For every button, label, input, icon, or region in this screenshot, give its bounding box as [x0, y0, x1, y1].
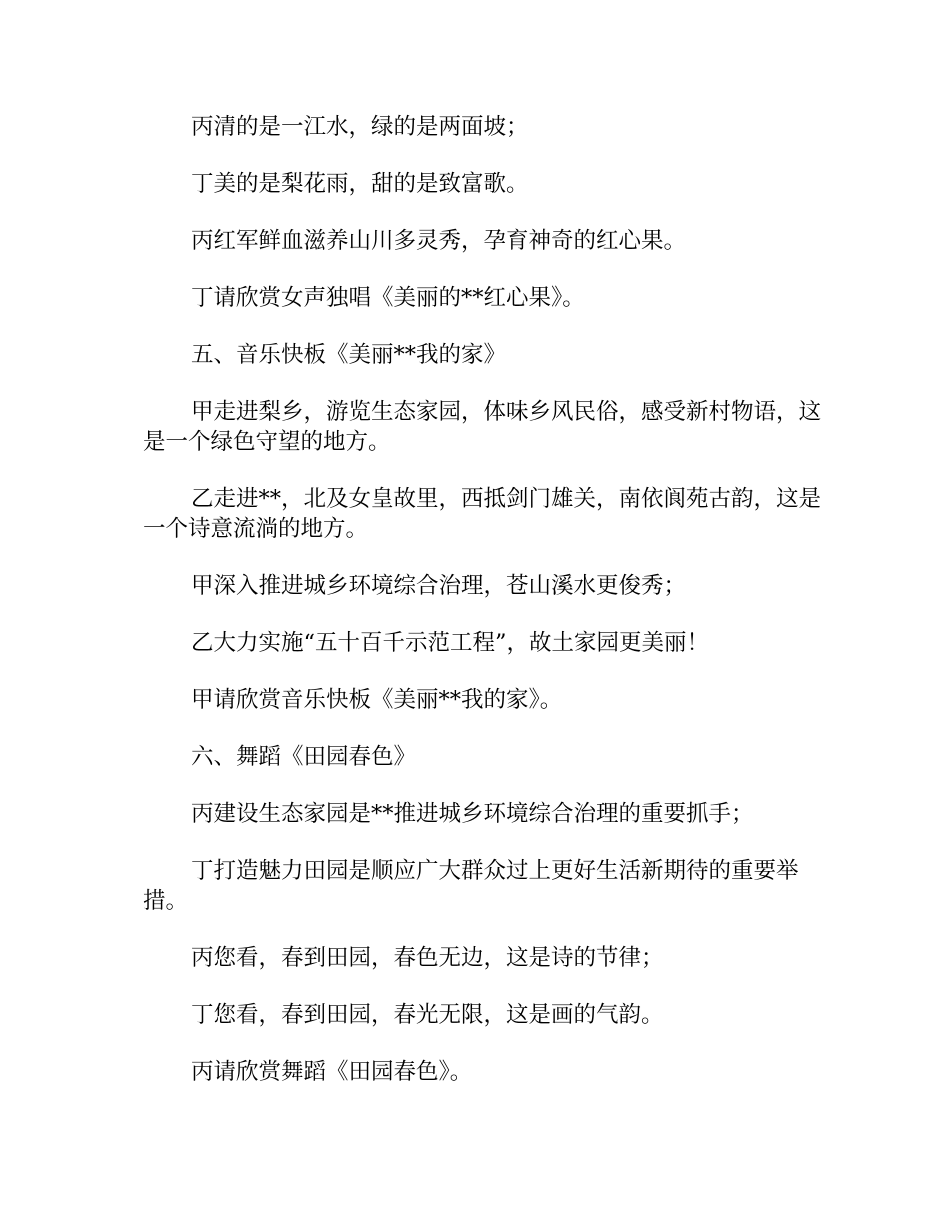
paragraph: 丙您看，春到田园，春色无边，这是诗的节律； [191, 945, 664, 971]
paragraph: 丁打造魅力田园是顺应广大群众过上更好生活新期待的重要举措。 [143, 858, 799, 914]
paragraph: 丁您看，春到田园，春光无限，这是画的气韵。 [191, 1002, 664, 1028]
paragraph: 丁美的是梨花雨，甜的是致富歌。 [191, 171, 529, 197]
paragraph: 甲深入推进城乡环境综合治理，苍山溪水更俊秀； [191, 573, 687, 599]
document-body [143, 112, 823, 1114]
section-heading: 五、音乐快板《美丽**我的家》 [191, 342, 507, 368]
paragraph: 丙清的是一江水，绿的是两面坡； [191, 114, 529, 140]
paragraph: 丙红军鲜血滋养山川多灵秀，孕育神奇的红心果。 [191, 228, 687, 254]
paragraph: 丙建设生态家园是**推进城乡环境综合治理的重要抓手； [191, 801, 754, 827]
paragraph: 乙走进**，北及女皇故里，西抵剑门雄关，南依阆苑古韵，这是一个诗意流淌的地方。 [143, 486, 822, 542]
paragraph: 丙请欣赏舞蹈《田园春色》。 [191, 1059, 473, 1085]
section-heading: 六、舞蹈《田园春色》 [191, 744, 417, 770]
paragraph: 甲走进梨乡，游览生态家园，体味乡风民俗，感受新村物语，这是一个绿色守望的地方。 [143, 399, 822, 455]
paragraph: 乙大力实施“五十百千示范工程”，故土家园更美丽！ [191, 630, 710, 656]
paragraph: 丁请欣赏女声独唱《美丽的**红心果》。 [191, 285, 585, 311]
paragraph: 甲请欣赏音乐快板《美丽**我的家》。 [191, 687, 563, 713]
